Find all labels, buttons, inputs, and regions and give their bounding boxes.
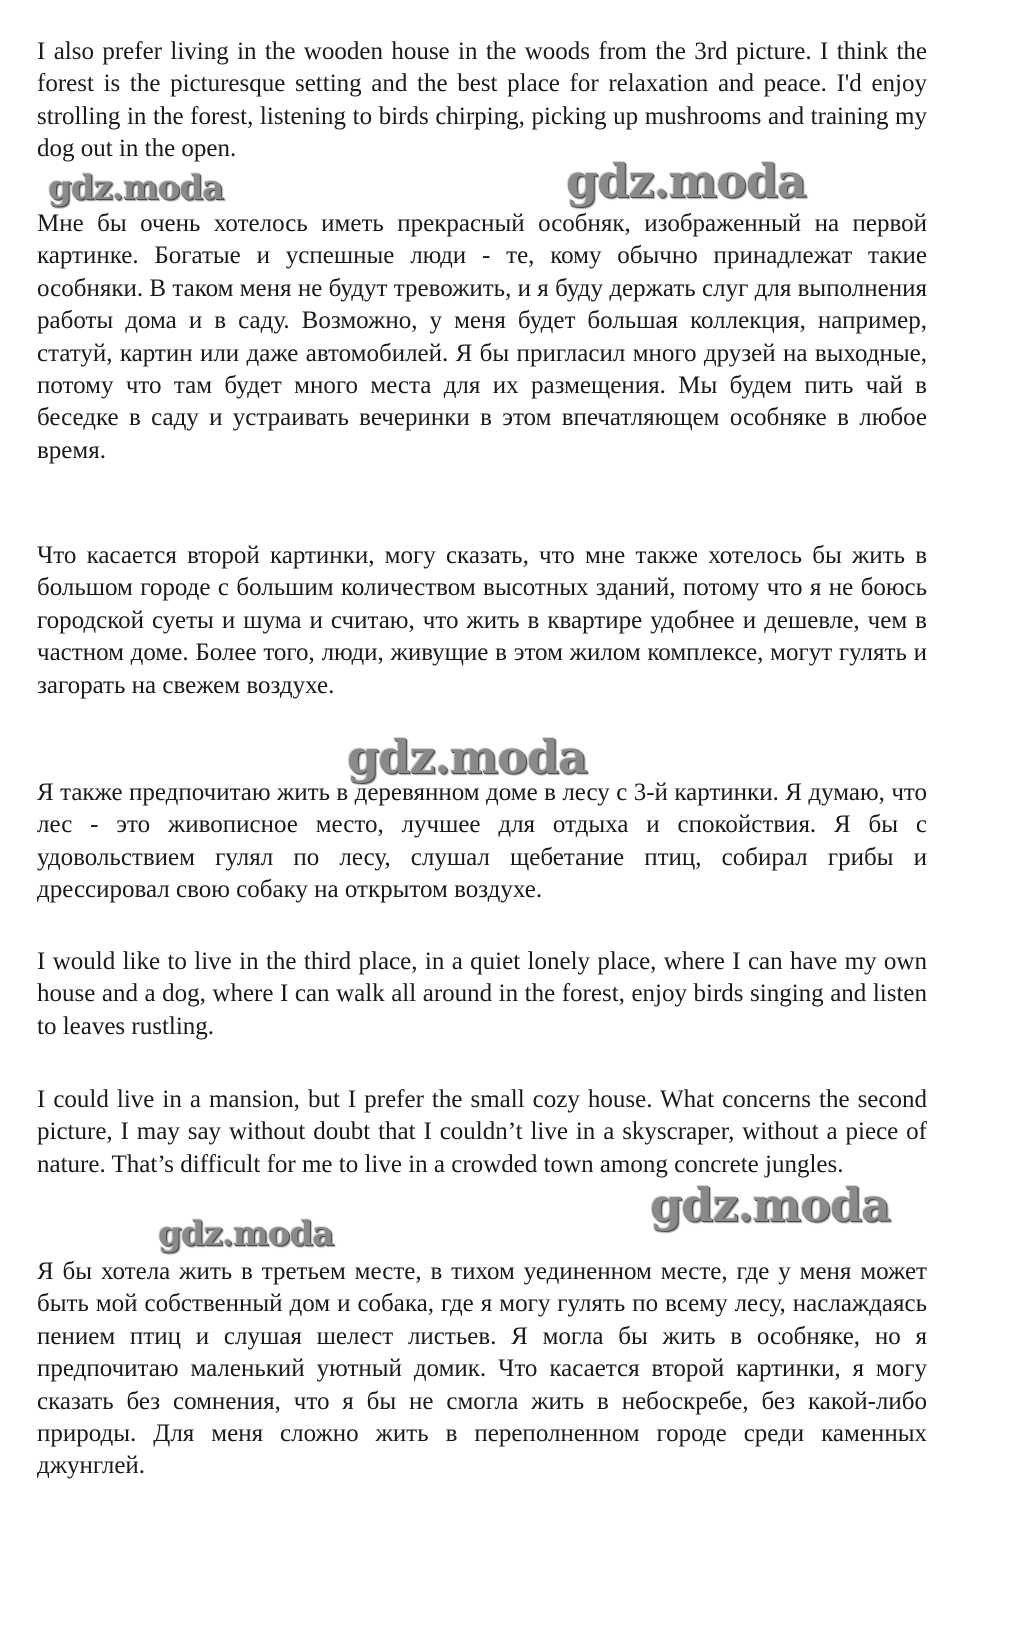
watermark-logo: gdz.moda bbox=[158, 1214, 334, 1254]
paragraph-english-mansion: I could live in a mansion, but I prefer the small cozy house. What concerns the second picture, I may say without doubt that I couldn’t live in a skyscraper, without a piece of nature. That’s difficult for me to live in a crowded town among concrete jungles. bbox=[37, 1086, 927, 1178]
paragraph-english-third-place: I would like to live in the third place, in a quiet lonely place, where I can have my own house and a dog, where I can walk all around in the forest, enjoy birds singing and listen to leaves rustling. bbox=[37, 948, 927, 1040]
watermark-logo: gdz.moda bbox=[650, 1178, 890, 1232]
paragraph-english-wooden-house: I also prefer living in the wooden house in the woods from the 3rd picture. I think the forest is the picturesque setting and the best place for relaxation and peace. I'd enjoy strolling in the forest, listening to birds chirping, picking up mushrooms and training my dog out in the open. bbox=[37, 38, 927, 163]
watermark-logo: gdz.moda bbox=[48, 168, 224, 208]
paragraph-russian-city: Что касается второй картинки, могу сказать, что мне также хотелось бы жить в большом городе с большим количеством высотных зданий, потому что я не боюсь городской суеты и шума и считаю, что жить в квартире удобнее и дешевле, чем в частном доме. Более того, люди, живущие в этом жилом комплексе, могут гулять и загорать на свежем воздухе. bbox=[37, 542, 927, 699]
paragraph-russian-mansion: Мне бы очень хотелось иметь прекрасный особняк, изображенный на первой картинке. Богатые и успешные люди - те, кому обычно принадлежат такие особняки. В таком меня не будут тревожить, и я буду держать слуг для выполнения работы дома и в саду. Возможно, у меня будет большая коллекция, например, статуй, картин или даже автомобилей. Я бы пригласил много друзей на выходные, потому что там будет много места для их размещения. Мы будем пить чай в беседке в саду и устраивать вечеринки в этом впечатляющем особняке в любое время. bbox=[37, 210, 927, 464]
paragraph-russian-wooden-house: Я также предпочитаю жить в деревянном доме в лесу с 3-й картинки. Я думаю, что лес - это живописное место, лучшее для отдыха и спокойствия. Я бы с удовольствием гулял по лесу, слушал щебетание птиц, собирал грибы и дрессировал свою собаку на открытом воздухе. bbox=[37, 779, 927, 904]
watermark-logo: gdz.moda bbox=[566, 154, 806, 208]
paragraph-russian-third-place: Я бы хотела жить в третьем месте, в тихом уединенном месте, где у меня может быть мой собственный дом и собака, где я могу гулять по всему лесу, наслаждаясь пением птиц и слушая шелест листьев. Я могла бы жить в особняке, но я предпочитаю маленький уютный домик. Что касается второй картинки, я могу сказать без сомнения, что я бы не смогла жить в небоскребе, без какой-либо природы. Для меня сложно жить в переполненном городе среди каменных джунглей. bbox=[37, 1258, 927, 1480]
watermark-logo: gdz.moda bbox=[347, 730, 587, 784]
